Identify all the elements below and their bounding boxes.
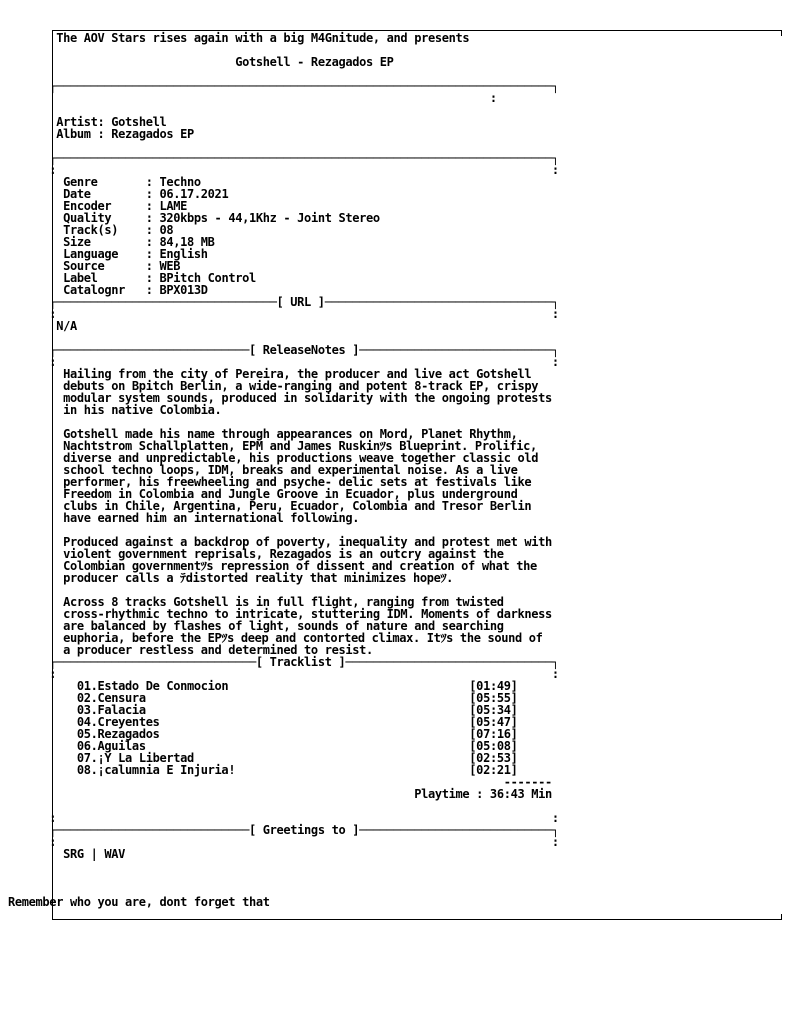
release-note-text: violent government reprisals, Rezagados is an outcry against the [63,547,504,561]
release-note-text: diverse and unpredictable, his productions weave together classic old [63,451,539,465]
track-time: [02:53] [469,751,518,765]
intro-line-2 [8,56,559,68]
release-note-text: debuts on Bpitch Berlin, a wide-ranging and potent 8-track EP, crispy [63,379,539,393]
divider-tracklist-title: [ Tracklist ] [255,655,346,669]
divider-tracklist: ┌─────────────────────────────[ Tracklist ]──────────────────────────────┐ [8,655,559,669]
info-row: Source : WEB [63,259,181,273]
track-name: 07.¡Y La Libertad [76,751,194,765]
album-line [8,128,559,140]
info-value: English [159,247,208,261]
info-row: Size : 84,18 MB [63,235,215,249]
info-row: Genre : Techno [63,175,201,189]
track-name: 02.Censura [76,691,146,705]
release-note-text: Colombian governmentﾂs repression of dissent and creation of what the [63,559,537,573]
divider-notes: ┌────────────────────────────[ ReleaseNotes ]────────────────────────────┐ [8,343,559,357]
border-dots: : : [8,355,559,369]
info-row: Track(s) : 08 [63,223,174,237]
release-note-text: school techno loops, IDM, breaks and experimental noise. As a live [63,463,518,477]
divider-notes-title: [ ReleaseNotes ] [248,343,360,357]
track-time: [07:16] [469,727,518,741]
release-note-line [8,512,559,524]
release-note-text: clubs in Chile, Argentina, Peru, Ecuador, Colombia and Tresor Berlin [63,499,532,513]
info-key: Label [63,271,98,285]
divider-info: ┌────────────────────────────────────────────────────────────────────────┐ [8,151,559,165]
info-value: BPX013D [159,283,208,297]
info-value: Techno [159,175,201,189]
track-name: 04.Creyentes [76,715,160,729]
release-note-text: Produced against a backdrop of poverty, inequality and protest met with [63,535,552,549]
nfo-document [8,20,559,908]
track-time: [02:21] [469,763,518,777]
album: Album : Rezagados EP [56,127,194,141]
info-row: Language : English [63,247,208,261]
playtime: Playtime : 36:43 Min [414,787,552,801]
track-name: 01.Estado De Conmocion [76,679,229,693]
info-key: Size [63,235,91,249]
release-note-text: Hailing from the city of Pereira, the producer and live act Gotshell [63,367,532,381]
release-note-text: in his native Colombia. [63,403,222,417]
divider-greetings-title: [ Greetings to ] [248,823,360,837]
track-name: 03.Falacia [76,703,146,717]
release-note-line [8,572,559,584]
blank-line [8,860,559,872]
release-note-text: have earned him an international following. [63,511,360,525]
track-name: 08.¡calumnia E Injuria! [76,763,236,777]
divider-url-title: [ URL ] [276,295,325,309]
border-dots: : [8,91,497,105]
info-value: 84,18 MB [159,235,215,249]
info-key: Track(s) [63,223,119,237]
info-value: 320kbps - 44,1Khz - Joint Stereo [159,211,380,225]
playtime-line [8,788,559,800]
release-note-text: euphoria, before the EPﾂs deep and contorted climax. Itﾂs the sound of [63,631,543,645]
divider-greetings: ┌────────────────────────────[ Greetings to ]────────────────────────────┐ [8,823,559,837]
info-key: Quality [63,211,112,225]
info-value: LAME [159,199,188,213]
info-value: 06.17.2021 [159,187,229,201]
intro-line-1 [8,32,559,44]
border-dots: : : [8,307,559,321]
dashes: ------- [503,775,552,789]
info-row: Date : 06.17.2021 [63,187,229,201]
border-dots: : : [8,811,559,825]
info-value: BPitch Control [159,271,256,285]
divider-url: ┌────────────────────────────────[ URL ]─────────────────────────────────┐ [8,295,559,309]
border-dots: : : [8,835,559,849]
track-time: [05:47] [469,715,518,729]
release-note-text: a producer restless and determined to resist. [63,643,373,657]
info-value: 08 [159,223,174,237]
release-note-text: producer calls a ﾃdistorted reality that minimizes hopeﾂ. [63,571,454,585]
release-note-line [8,404,559,416]
track-name: 05.Rezagados [76,727,160,741]
greetings-value: SRG | WAV [63,847,126,861]
info-key: Catalognr [63,283,126,297]
info-value: WEB [159,259,181,273]
release-note-text: modular system sounds, produced in solidarity with the ongoing protests [63,391,552,405]
divider-top: ┌────────────────────────────────────────────────────────────────────────┐ [8,79,559,93]
track-name: 06.Aguilas [76,739,146,753]
intro-text: The AOV Stars rises again with a big M4Gnitude, and presents [56,31,470,45]
info-row: Label : BPitch Control [63,271,256,285]
track-time: [05:55] [469,691,518,705]
blank-line [8,872,559,884]
release-title: Gotshell - Rezagados EP [235,55,394,69]
info-key: Genre [63,175,98,189]
footer-text: Remember who you are, dont forget that [8,895,270,909]
info-key: Source [63,259,105,273]
border-dots: : : [8,163,559,177]
url-value: N/A [56,319,77,333]
release-note-text: Across 8 tracks Gotshell is in full flight, ranging from twisted [63,595,504,609]
border-dots: : : [8,667,559,681]
track-time: [05:08] [469,739,518,753]
info-key: Language [63,247,119,261]
track-time: [01:49] [469,679,518,693]
release-note-text: are balanced by flashes of light, sounds of nature and searching [63,619,504,633]
release-note-text: Freedom in Colombia and Jungle Groove in Ecuador, plus underground [63,487,518,501]
release-note-text: performer, his freewheeling and psyche- delic sets at festivals like [63,475,532,489]
release-note-text: cross-rhythmic techno to intricate, stuttering IDM. Moments of darkness [63,607,552,621]
track-time: [05:34] [469,703,518,717]
info-row: Catalognr : BPX013D [63,283,208,297]
info-row: Quality : 320kbps - 44,1Khz - Joint Stereo [63,211,380,225]
info-row: Encoder : LAME [63,199,188,213]
release-note-text: Nachtstrom Schallplatten, EPM and James Ruskinﾂs Blueprint. Prolific, [63,439,537,453]
info-key: Date [63,187,91,201]
footer-line [8,896,559,908]
greetings-line [8,848,559,860]
artist: Artist: Gotshell [56,115,167,129]
url-line [8,320,559,332]
release-note-text: Gotshell made his name through appearances on Mord, Planet Rhythm, [63,427,518,441]
info-key: Encoder [63,199,112,213]
